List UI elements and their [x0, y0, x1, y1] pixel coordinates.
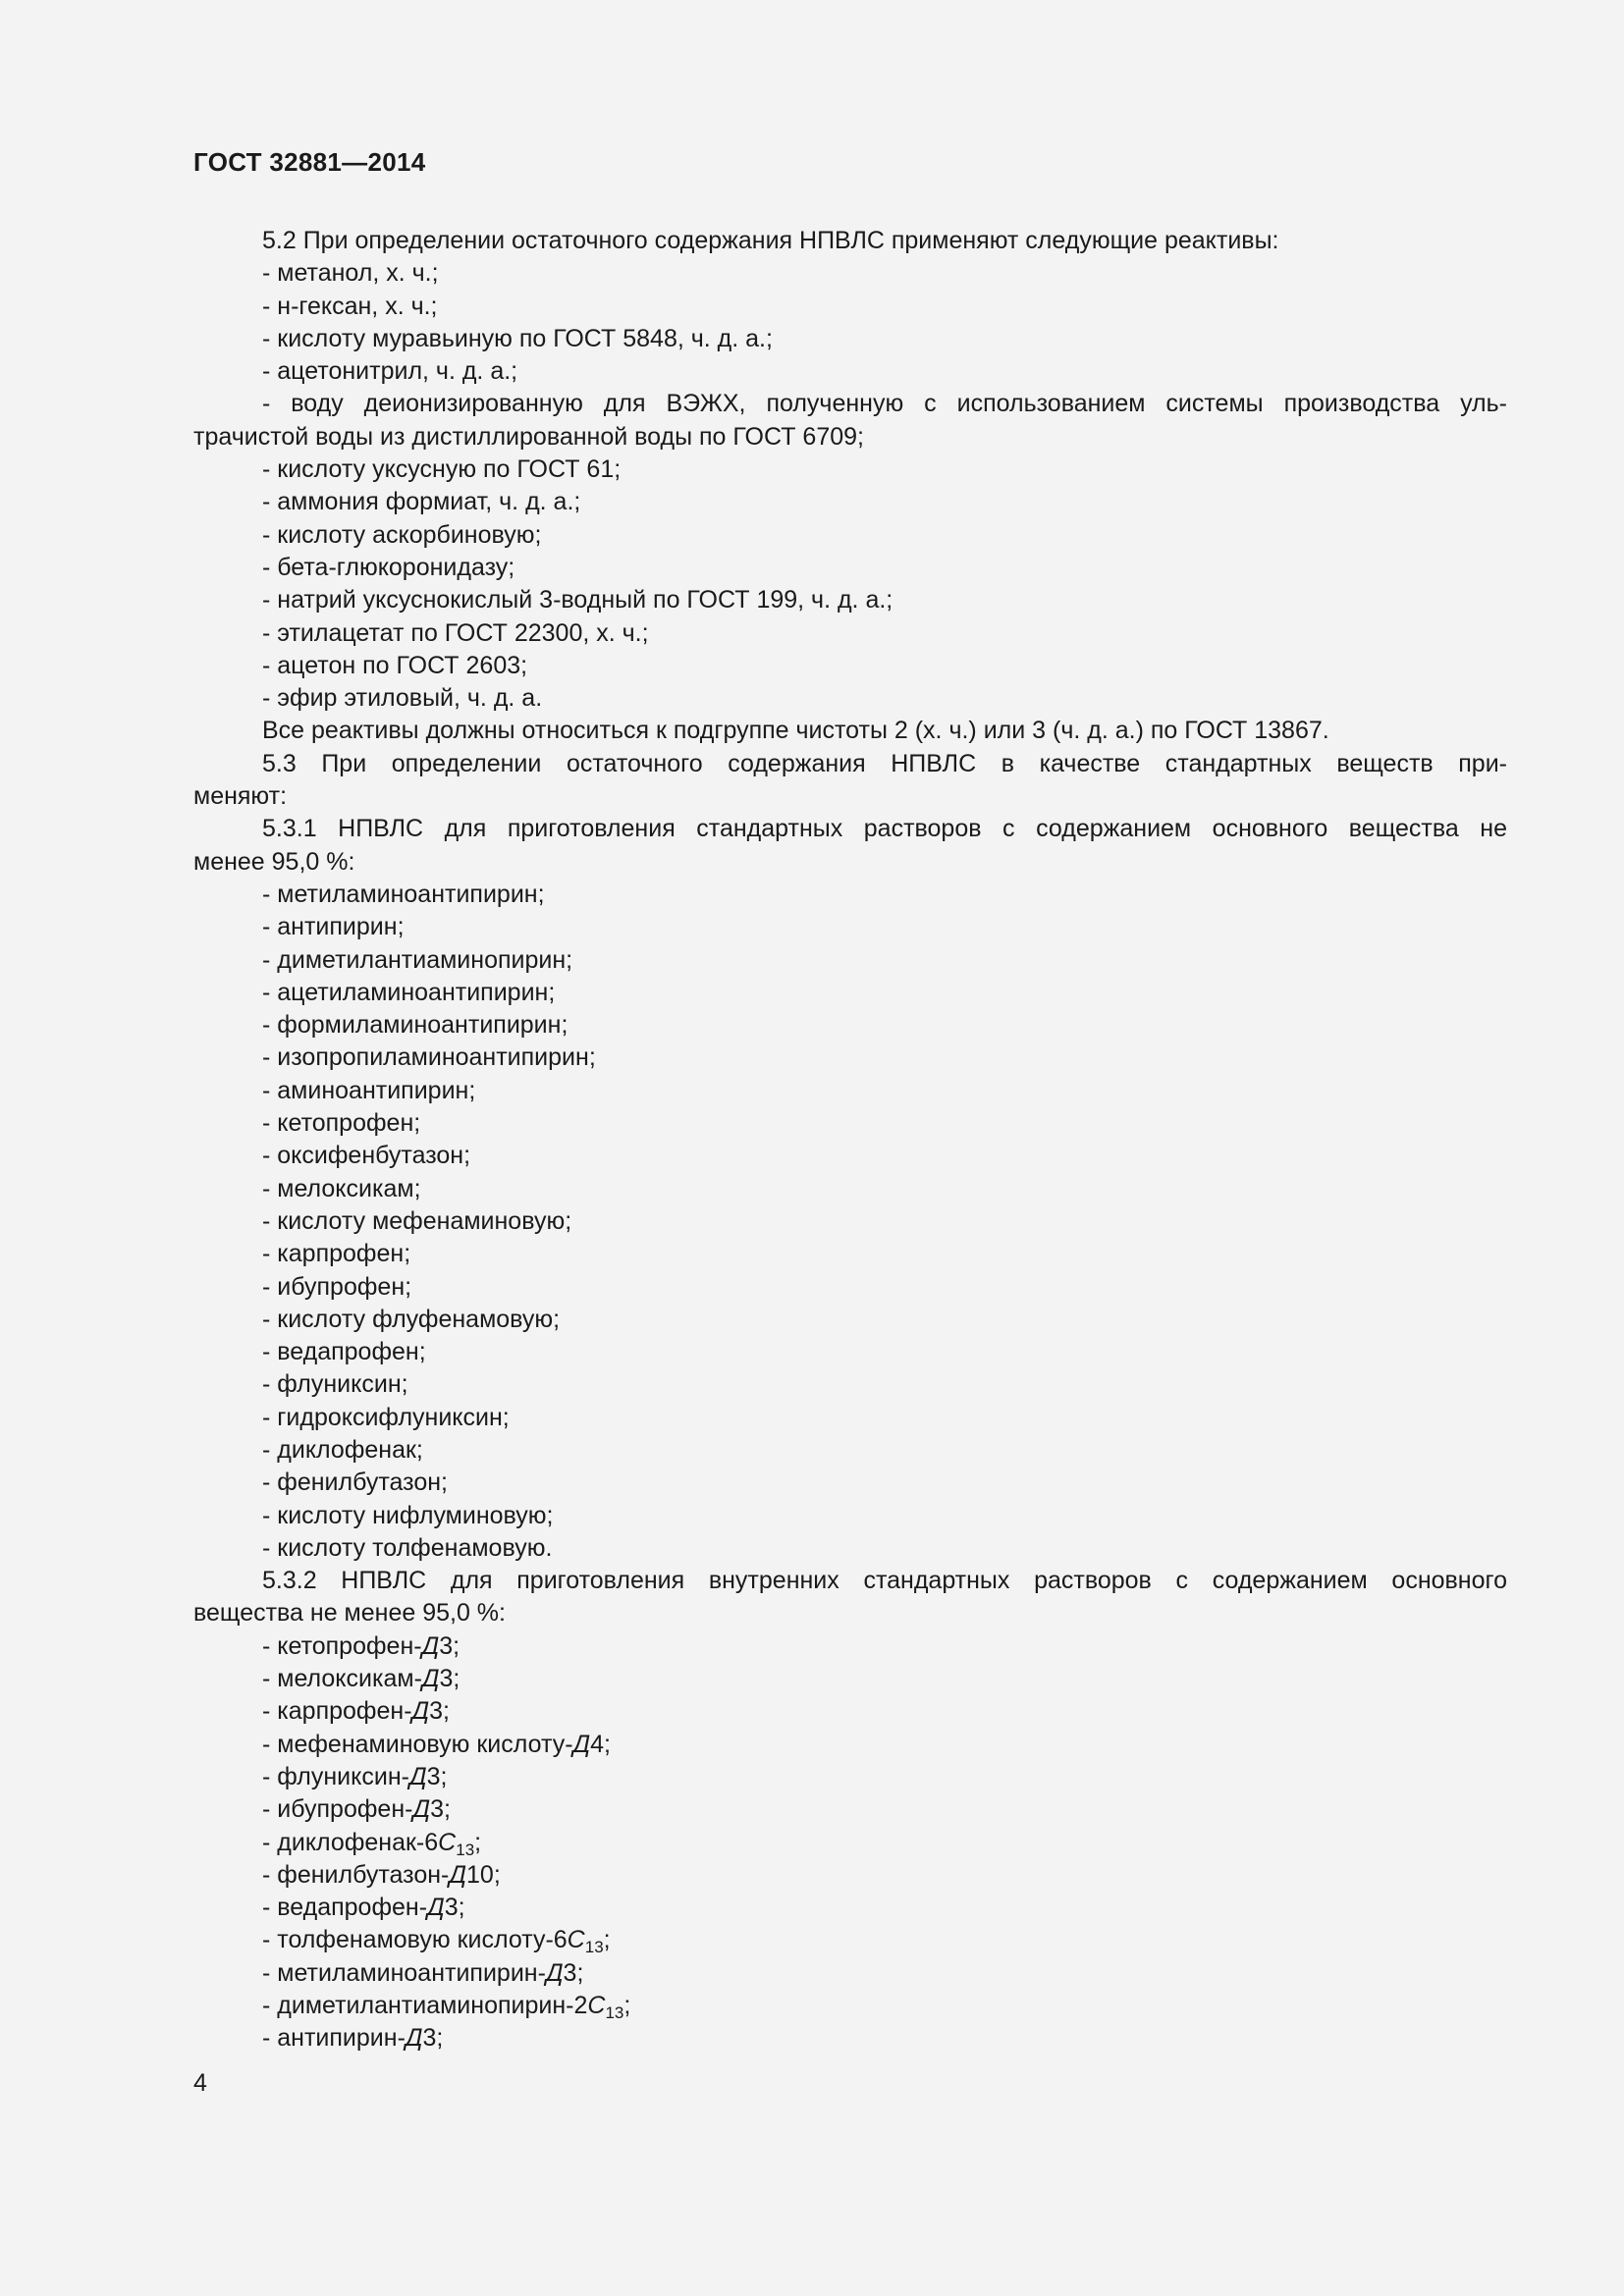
standard-substance-item: - формиламиноантипирин; [262, 1011, 568, 1040]
document-header-code: ГОСТ 32881—2014 [193, 147, 426, 177]
internal-standard-item [193, 1827, 1507, 1859]
item-text: - ведапрофен- [262, 1894, 428, 1922]
purity-note: Все реактивы должны относиться к подгруппе чистоты 2 (х. ч.) или 3 (ч. д. а.) по ГОСТ 13867. [262, 717, 1329, 745]
reagent-list-item: - ацетон по ГОСТ 2603; [262, 651, 528, 679]
item-tail: ; [604, 1730, 611, 1758]
internal-standard-item [193, 1729, 1507, 1761]
reagent-list-item: - кислоту уксусную по ГОСТ 61; [262, 455, 622, 484]
page-number: 4 [193, 2069, 207, 2097]
item-tail: ; [453, 1631, 460, 1660]
section-5-2-intro: 5.2 При определении остаточного содержания НПВЛС применяют следующие реактивы: [262, 227, 1279, 254]
item-suffix: 4 [590, 1730, 605, 1758]
internal-standard-item [193, 1630, 1507, 1663]
item-suffix: 3 [429, 1697, 444, 1726]
item-tail: ; [458, 1894, 465, 1922]
item-suffix: 3 [430, 1795, 444, 1824]
standard-substance-item: - мелоксикам; [262, 1174, 421, 1202]
internal-standard-item [193, 1957, 1507, 1990]
standard-substance-item: - кетопрофен; [262, 1109, 421, 1138]
standard-substance-item: - изопропиламиноантипирин; [262, 1043, 596, 1072]
item-text: - диклофенак-6 [262, 1828, 439, 1856]
standard-substance-item: - метиламиноантипирин; [262, 880, 545, 908]
standard-substance-item: - кислоту нифлуминовую; [262, 1501, 554, 1529]
standard-substance-item: - фенилбутазон; [262, 1468, 449, 1497]
internal-standard-item [193, 1892, 1507, 1924]
internal-standard-item [193, 1990, 1507, 2022]
standard-substance-item: - флуниксин; [262, 1370, 408, 1399]
item-suffix: 3 [426, 1762, 441, 1790]
item-text: - метиламиноантипирин- [262, 1958, 546, 1987]
internal-standard-item [193, 1924, 1507, 1956]
item-suffix: 3 [563, 1958, 577, 1987]
internal-standard-item [193, 2022, 1507, 2055]
item-italic-mark: Д [405, 2024, 423, 2053]
standard-substance-item: - кислоту толфенамовую. [262, 1533, 553, 1562]
item-italic-mark: C [587, 1992, 606, 2020]
standard-substance-item: - оксифенбутазон; [262, 1142, 471, 1170]
item-suffix: 3 [439, 1631, 454, 1660]
reagent-list-item: - этилацетат по ГОСТ 22300, х. ч.; [262, 618, 649, 647]
item-italic-mark: Д [427, 1894, 445, 1922]
item-subscript: 13 [584, 1938, 604, 1957]
section-5-3-2-intro-line1: 5.3.2 НПВЛС для приготовления внутренних стандартных растворов с содержанием основного [262, 1567, 1507, 1595]
reagent-list-item: - бета-глюкоронидазу; [262, 553, 515, 581]
item-suffix: 3 [439, 1665, 454, 1693]
standard-substance-item: - ибупрофен; [262, 1272, 412, 1301]
item-tail: ; [443, 1697, 450, 1726]
internal-standard-item [193, 1793, 1507, 1826]
item-text: - антипирин- [262, 2024, 406, 2053]
item-italic-mark: Д [449, 1860, 466, 1889]
reagent-list-item: - кислоту муравьиную по ГОСТ 5848, ч. д. а.; [262, 324, 773, 352]
reagent-list-item: - натрий уксуснокислый 3-водный по ГОСТ 199, ч. д. а.; [262, 586, 893, 614]
item-suffix: 3 [444, 1894, 459, 1922]
reagent-list-item: - н-гексан, х. ч.; [262, 292, 438, 320]
item-italic-mark: Д [408, 1762, 427, 1790]
reagent-list-item: - кислоту аскорбиновую; [262, 520, 542, 549]
item-text: - фенилбутазон- [262, 1860, 450, 1889]
item-text: - кетопрофен- [262, 1631, 422, 1660]
reagent-list-item: - метанол, х. ч.; [262, 259, 439, 288]
standard-substance-item: - ведапрофен; [262, 1338, 426, 1366]
internal-standard-item [193, 1663, 1507, 1695]
item-text: - флуниксин- [262, 1762, 409, 1790]
document-body [193, 225, 1507, 2056]
standard-substance-item: - ацетиламиноантипирин; [262, 978, 556, 1006]
internal-standard-item [193, 1695, 1507, 1728]
item-tail: ; [474, 1828, 482, 1856]
reagent-list-item-water-line1: - воду деионизированную для ВЭЖХ, полученную с использованием системы производства уль- [262, 390, 1507, 418]
reagent-list-item: - эфир этиловый, ч. д. а. [262, 684, 543, 713]
item-subscript: 13 [456, 1840, 475, 1859]
item-text: - диметилантиаминопирин-2 [262, 1992, 588, 2020]
standard-substance-item: - кислоту флуфенамовую; [262, 1305, 561, 1333]
item-italic-mark: Д [411, 1697, 430, 1726]
item-suffix: 3 [422, 2024, 437, 2053]
section-5-3-2-intro-line2: вещества не менее 95,0 %: [193, 1599, 506, 1628]
item-text: - карпрофен- [262, 1697, 412, 1726]
standard-substance-item: - кислоту мефенаминовую; [262, 1206, 572, 1235]
item-italic-mark: Д [412, 1795, 431, 1824]
standard-substance-item: - гидроксифлуниксин; [262, 1403, 510, 1431]
item-tail: ; [603, 1926, 611, 1954]
reagent-list-item: - ацетонитрил, ч. д. а.; [262, 357, 518, 386]
item-italic-mark: Д [545, 1958, 564, 1987]
internal-standard-item [193, 1761, 1507, 1793]
item-italic-mark: Д [572, 1730, 591, 1758]
item-italic-mark: C [567, 1926, 585, 1954]
item-tail: ; [453, 1665, 460, 1693]
item-italic-mark: C [438, 1828, 457, 1856]
item-tail: ; [576, 1958, 584, 1987]
standard-substance-item: - карпрофен; [262, 1240, 411, 1268]
internal-standard-list [193, 1630, 1507, 2056]
standard-substance-item: - антипирин; [262, 913, 405, 941]
item-tail: ; [623, 1992, 631, 2020]
internal-standard-item [193, 1859, 1507, 1892]
item-text: - толфенамовую кислоту-6 [262, 1926, 568, 1954]
item-tail: ; [440, 1762, 448, 1790]
standard-substance-item: - диметилантиаминопирин; [262, 945, 573, 974]
item-tail: ; [493, 1860, 501, 1889]
item-subscript: 13 [605, 2003, 624, 2023]
section-5-3-1-intro-line2: менее 95,0 %: [193, 847, 355, 876]
standard-substance-item: - диклофенак; [262, 1435, 423, 1464]
reagent-list-item-water-line2: трачистой воды из дистиллированной воды по ГОСТ 6709; [193, 422, 864, 451]
section-5-3-intro-line2: меняют: [193, 782, 288, 811]
section-5-3-intro-line1: 5.3 При определении остаточного содержания НПВЛС в качестве стандартных веществ при- [262, 749, 1507, 777]
item-italic-mark: Д [421, 1631, 440, 1660]
item-tail: ; [436, 2024, 444, 2053]
item-italic-mark: Д [421, 1665, 440, 1693]
section-5-3-1-intro-line1: 5.3.1 НПВЛС для приготовления стандартных растворов с содержанием основного вещества не [262, 815, 1507, 843]
item-text: - мефенаминовую кислоту- [262, 1730, 573, 1758]
item-text: - мелоксикам- [262, 1665, 422, 1693]
item-tail: ; [443, 1795, 451, 1824]
item-suffix: 10 [466, 1860, 494, 1889]
item-text: - ибупрофен- [262, 1795, 413, 1824]
reagent-list-item: - аммония формиат, ч. д. а.; [262, 488, 581, 516]
standard-substance-item: - аминоантипирин; [262, 1076, 476, 1104]
